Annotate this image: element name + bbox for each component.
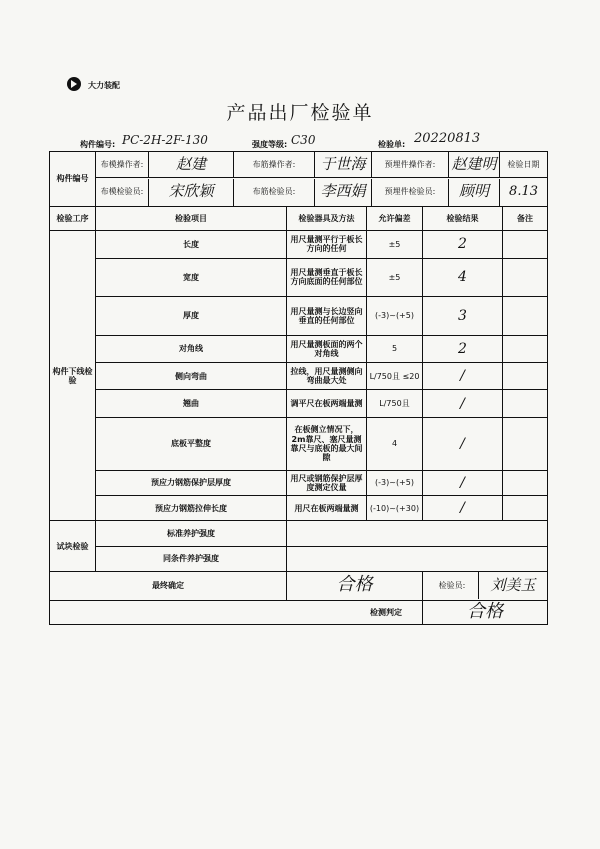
- table-row-remark: [503, 363, 548, 390]
- embed-inspector-signature: 顾明: [449, 179, 500, 206]
- table-row-remark: [503, 470, 548, 495]
- table-row-method: 在板侧立情况下，2m靠尺、塞尺量测靠尺与底板的最大间隙: [287, 417, 367, 470]
- table-row-remark: [503, 258, 548, 297]
- table-row-method: 用尺量测与长边竖向垂直的任何部位: [287, 297, 367, 336]
- table-row-item: 预应力钢筋拉伸长度: [96, 495, 287, 520]
- table-row-tolerance: 5: [367, 335, 423, 362]
- embed-operator-signature: 赵建明: [449, 152, 500, 177]
- embed-inspector-label: 预埋件检验员:: [372, 179, 449, 206]
- table-row-item: 翘曲: [96, 390, 287, 417]
- rebar-operator-label: 布筋操作者:: [234, 152, 315, 177]
- judgement-value: 合格: [423, 600, 548, 625]
- table-row-result: 4: [423, 258, 503, 297]
- final-inspector-label: 检验员:: [438, 581, 466, 591]
- rebar-inspector-label: 布筋检验员:: [234, 179, 315, 206]
- table-row-method: 用尺量测平行于板长方向的任何: [287, 231, 367, 258]
- group-label-down-line: 构件下线检验: [50, 231, 96, 521]
- final-inspector-signature: 刘美玉: [478, 572, 547, 599]
- table-row-remark: [503, 495, 548, 520]
- table-row-item: 侧向弯曲: [96, 363, 287, 390]
- col-header-method: 检验器具及方法: [287, 206, 367, 230]
- col-header-tolerance: 允许偏差: [367, 206, 423, 230]
- embed-operator-label: 预埋件操作者:: [372, 152, 449, 177]
- company-name: 大力装配: [88, 81, 120, 90]
- formwork-operator-label: 布模操作者:: [96, 152, 149, 177]
- col-header-item: 检验项目: [96, 206, 287, 230]
- component-no-value: PC-2H-2F-130: [122, 133, 208, 147]
- table-row-item: 对角线: [96, 335, 287, 362]
- table-row-tolerance: (-10)~(+30): [367, 495, 423, 520]
- table-row-item: 宽度: [96, 258, 287, 297]
- std-cure-strength-label: 标准养护强度: [96, 521, 287, 546]
- table-row-tolerance: (-3)~(+5): [367, 297, 423, 336]
- table-row-result: 2: [423, 335, 503, 362]
- table-row-tolerance: (-3)~(+5): [367, 470, 423, 495]
- formwork-inspector-signature: 宋欣颖: [149, 179, 234, 206]
- col-header-result: 检验结果: [423, 206, 503, 230]
- test-group-label: 试块检验: [50, 521, 96, 572]
- strength-label: 强度等级:: [252, 140, 288, 149]
- table-row-remark: [503, 297, 548, 336]
- table-row-method: 调平尺在板两端量测: [287, 390, 367, 417]
- col-header-remark: 备注: [503, 206, 548, 230]
- table-row-remark: [503, 335, 548, 362]
- table-row-tolerance: L/750且: [367, 390, 423, 417]
- inspection-no-label: 检验单:: [378, 140, 406, 149]
- rebar-operator-signature: 于世海: [315, 152, 372, 177]
- table-row-result: 3: [423, 297, 503, 336]
- table-row-item: 长度: [96, 231, 287, 258]
- table-row-result: /: [423, 495, 503, 520]
- table-row-tolerance: ±5: [367, 258, 423, 297]
- table-row-tolerance: 4: [367, 417, 423, 470]
- table-row-method: 用尺在板两端量测: [287, 495, 367, 520]
- table-row-method: 用尺量测垂直于板长方向底面的任何部位: [287, 258, 367, 297]
- table-row-tolerance: L/750且 ≤20: [367, 363, 423, 390]
- table-row-result: /: [423, 417, 503, 470]
- table-row-method: 用尺或钢筋保护层厚度测定仪量: [287, 470, 367, 495]
- table-row-method: 拉线，用尺量测侧向弯曲最大处: [287, 363, 367, 390]
- table-row-item: 厚度: [96, 297, 287, 336]
- table-row-method: 用尺量测板面的两个对角线: [287, 335, 367, 362]
- judgement-label: 检测判定: [50, 600, 423, 625]
- company-logo-icon: [66, 76, 82, 92]
- table-row-remark: [503, 390, 548, 417]
- same-cure-strength-label: 同条件养护强度: [96, 546, 287, 571]
- table-row-item: 底板平整度: [96, 417, 287, 470]
- table-row-remark: [503, 231, 548, 258]
- inspection-form-table: [49, 151, 548, 625]
- inspection-no-value: 20220813: [414, 131, 481, 146]
- std-cure-strength-value: [287, 521, 548, 546]
- inspect-date-value: 8.13: [509, 183, 538, 199]
- table-row-tolerance: ±5: [367, 231, 423, 258]
- strength-value: C30: [291, 133, 316, 147]
- table-row-result: /: [423, 363, 503, 390]
- formwork-inspector-label: 布模检验员:: [96, 179, 149, 206]
- formwork-operator-signature: 赵建: [149, 152, 234, 177]
- table-row-item: 预应力钢筋保护层厚度: [96, 470, 287, 495]
- final-value: 合格: [287, 572, 423, 600]
- same-cure-strength-value: [287, 546, 548, 571]
- ops-component-no-label: 构件编号: [50, 152, 96, 207]
- final-label: 最终确定: [50, 572, 287, 600]
- table-row-remark: [503, 417, 548, 470]
- table-row-result: 2: [423, 231, 503, 258]
- component-no-label: 构件编号:: [80, 140, 116, 149]
- page-title: 产品出厂检验单: [226, 102, 374, 124]
- rebar-inspector-signature: 李西娟: [315, 179, 372, 206]
- col-header-process: 检验工序: [50, 206, 96, 230]
- inspect-date-label: 检验日期: [507, 160, 540, 170]
- table-row-result: /: [423, 470, 503, 495]
- table-row-result: /: [423, 390, 503, 417]
